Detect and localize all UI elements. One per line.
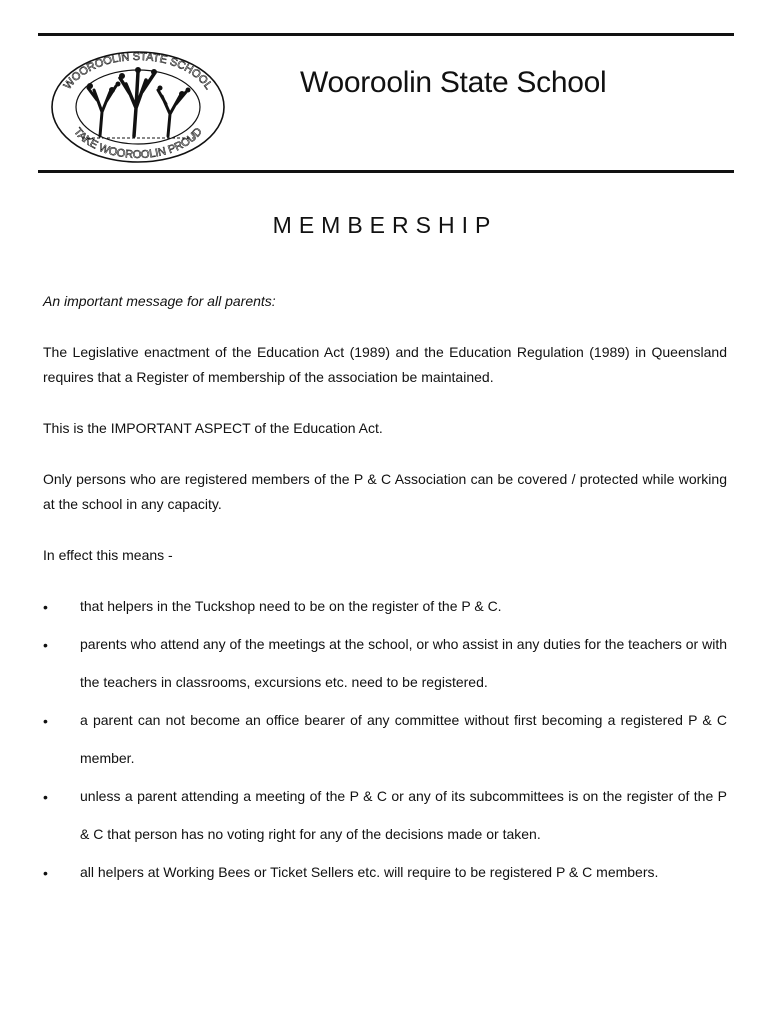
logo-ring-bottom-text: TAKE WOOROOLIN PROUD — [71, 125, 205, 162]
paragraph-in-effect: In effect this means - — [43, 547, 173, 563]
list-item-text: unless a parent attending a meeting of the P & C or any of its subcommittees is on the register of the P & C that person has no voting right for any of the decisions made or taken. — [80, 788, 727, 842]
header-bottom-rule — [38, 170, 734, 173]
page-title: MEMBERSHIP — [272, 212, 498, 238]
bullet-icon: • — [43, 789, 48, 805]
school-name-title: Wooroolin State School — [300, 66, 607, 99]
list-item-text: all helpers at Working Bees or Ticket Sellers etc. will require to be registered P & C members. — [80, 864, 659, 880]
logo-ring-top-text: WOOROOLIN STATE SCHOOL — [61, 50, 215, 92]
paragraph-legislation: The Legislative enactment of the Education Act (1989) and the Education Regulation (1989) in Queensland requires that a Register of membership of the association be maintained. — [43, 344, 727, 385]
header-top-rule — [38, 33, 734, 36]
bullet-icon: • — [43, 637, 48, 653]
list-item-text: that helpers in the Tuckshop need to be on the register of the P & C. — [80, 598, 502, 614]
bullet-icon: • — [43, 599, 48, 615]
school-crest-icon — [50, 50, 226, 164]
paragraph-important-aspect: This is the IMPORTANT ASPECT of the Education Act. — [43, 420, 383, 436]
bullet-icon: • — [43, 713, 48, 729]
list-item-text: parents who attend any of the meetings at the school, or who assist in any duties for the teachers or with the teachers in classrooms, excursions etc. need to be registered. — [80, 636, 727, 690]
paragraph-registered-members: Only persons who are registered members of the P & C Association can be covered / protected while working at the school in any capacity. — [43, 471, 727, 512]
list-item-text: a parent can not become an office bearer of any committee without first becoming a registered P & C member. — [80, 712, 727, 766]
bullet-icon: • — [43, 865, 48, 881]
intro-message: An important message for all parents: — [43, 293, 276, 309]
